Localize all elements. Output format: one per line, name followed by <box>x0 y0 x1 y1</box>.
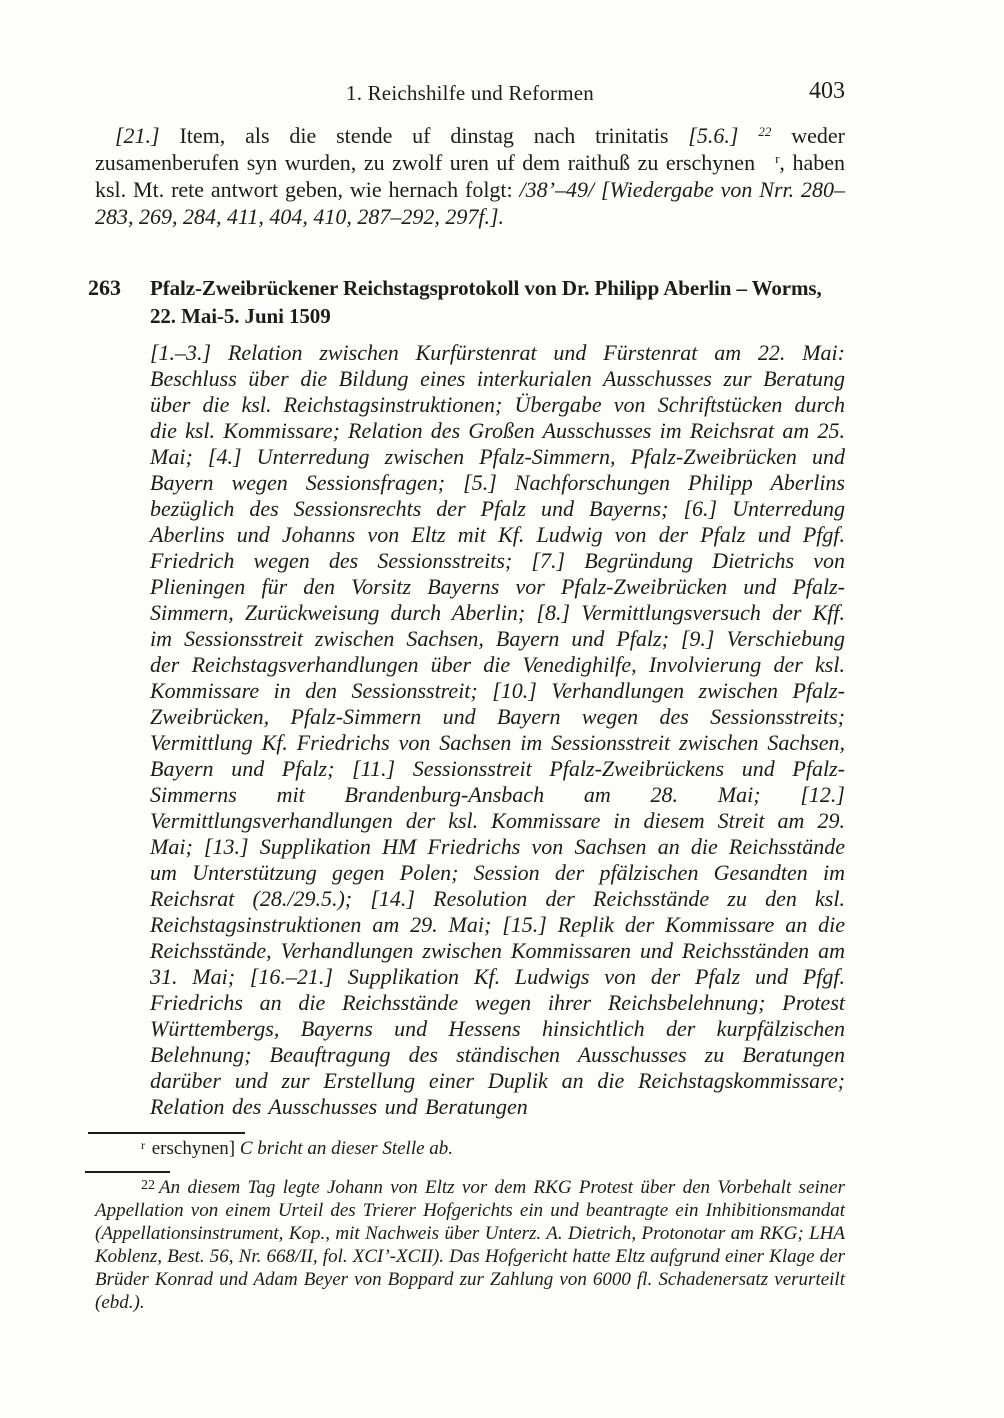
text-block <box>88 0 845 1314</box>
page-number: 403 <box>809 78 845 104</box>
footnote-22: 22 An diesem Tag legte Johann von Eltz vor dem RKG Protest über den Vorbehalt seiner Appellation von einem Urteil des Trierer Hofgerichts ein und beantragte ein Inhibitionsmandat (Appellationsinstrument, Kop., mit Nachweis über Unterz. A. Dietrich, Protonotar am RKG; LHA Koblenz, Best. 56, Nr. 668/II, fol. XCI’-XCII). Das Hofgericht hatte Eltz aufgrund einer Klage der Brüder Konrad und Adam Beyer von Boppard zur Zahlung von 6000 fl. Schadenersatz verurteilt (ebd.). <box>95 1177 845 1313</box>
entry-title: Pfalz-Zweibrückener Reichstagsprotokoll von Dr. Philipp Aberlin – Worms, 22. Mai-5. Juni 1509 <box>150 276 822 328</box>
paragraph-21-marker: [21.] <box>115 123 160 148</box>
entry-body <box>150 274 845 1120</box>
paragraph-21-text-3: , haben ksl. Mt. rete antwort geben, wie hernach folgt: <box>95 150 845 202</box>
running-header <box>95 80 845 106</box>
entry-summary: [1.–3.] Relation zwischen Kurfürstenrat und Fürstenrat am 22. Mai: Beschluss über die Bildung eines interkurialen Ausschusses zur Beratung über die ksl. Reichstagsinstruktionen; Übergabe von Schriftstücken durch die ksl. Kommissare; Relation des Großen Ausschusses im Reichsrat am 25. Mai; [4.] Unterredung zwischen Pfalz-Simmern, Pfalz-Zweibrücken und Bayern wegen Sessionsfragen; [5.] Nachforschungen Philipp Aberlins bezüglich des Sessionsrechts der Pfalz und Bayerns; [6.] Unterredung Aberlins und Johanns von Eltz mit Kf. Ludwig von der Pfalz und Pfgf. Friedrich wegen des Sessionsstreits; [7.] Begründung Dietrichs von Plieningen für den Vorsitz Bayerns vor Pfalz-Zweibrücken und Pfalz-Simmern, Zurückweisung durch Aberlin; [8.] Vermittlungsversuch der Kff. im Sessionsstreit zwischen Sachsen, Bayern und Pfalz; [9.] Verschiebung der Reichstagsverhandlungen über die Venedighilfe, Involvierung der ksl. Kommissare in den Sessionsstreit; [10.] Verhandlungen zwischen Pfalz-Zweibrücken, Pfalz-Simmern und Bayern wegen des Sessionsstreits; Vermittlung Kf. Friedrichs von Sachsen im Sessionsstreit zwischen Sachsen, Bayern und Pfalz; [11.] Sessionsstreit Pfalz-Zweibrückens und Pfalz-Simmerns mit Brandenburg-Ansbach am 28. Mai; [12.] Vermittlungsverhandlungen der ksl. Kommissare in diesem Streit am 29. Mai; [13.] Supplikation HM Friedrichs von Sachsen an die Reichsstände um Unterstützung gegen Polen; Session der pfälzischen Gesandten im Reichsrat (28./29.5.); [14.] Resolution der Reichsstände zu den ksl. Reichstagsinstruktionen am 29. Mai; [15.] Replik der Kommissare an die Reichsstände, Verhandlungen zwischen Kommissaren und Reichsständen am 31. Mai; [16.–21.] Supplikation Kf. Ludwigs von der Pfalz und Pfgf. Friedrichs an die Reichsstände wegen ihrer Reichsbelehnung; Protest Württembergs, Bayerns und Hessens hinsichtlich der kurpfälzischen Belehnung; Beauftragung des ständischen Ausschusses zu Beratungen darüber und zur Erstellung einer Duplik an die Reichstagskommissare; Relation des Ausschusses und Beratungen <box>150 340 845 1119</box>
footnote-r-lemma: erschynen] <box>147 1138 240 1159</box>
paragraph-21-folio-reference: /38’–49/ [Wiedergabe von Nrr. 280–283, 269, 284, 411, 404, 410, 287–292, 297f.]. <box>95 177 845 229</box>
footnote-area <box>95 1132 845 1314</box>
footnote-apparatus-r: r erschynen] C bricht an dieser Stelle ab. <box>141 1138 454 1159</box>
paragraph-21: [21.] Item, als die stende uf dinstag nach trinitatis [5.6.] 22 weder zusamenberufen syn wurden, zu zwolf uren uf dem raithuß zu erschynen r, haben ksl. Mt. rete antwort geben, wie hernach folgt: /38’–49/ [Wiedergabe von Nrr. 280–283, 269, 284, 411, 404, 410, 287–292, 297f.]. <box>95 123 845 229</box>
footnote-separator-rule <box>85 1171 170 1173</box>
paragraph-21-text-1: Item, als die stende uf dinstag nach trinitatis <box>159 123 689 148</box>
paragraph-21-text-2: weder zusamenberufen syn wurden, zu zwolf uren uf dem raithuß zu erschynen <box>95 123 845 175</box>
paragraph-21-date-insert: [5.6.] <box>688 123 739 148</box>
entry-263 <box>88 274 845 1120</box>
entry-number: 263 <box>88 275 121 300</box>
footnote-22-text: An diesem Tag legte Johann von Eltz vor dem RKG Protest über den Vorbehalt seiner Appellation von einem Urteil des Trierer Hofgerichts ein und beantragte ein Inhibitionsmandat (Appellationsinstrument, Kop., mit Nachweis über Unterz. A. Dietrich, Protonotar am RKG; LHA Koblenz, Best. 56, Nr. 668/II, fol. XCI’-XCII). Das Hofgericht hatte Eltz aufgrund einer Klage der Brüder Konrad und Adam Beyer von Boppard zur Zahlung von 6000 fl. Schadenersatz verurteilt (ebd.). <box>95 1177 845 1313</box>
apparatus-separator-rule <box>88 1132 245 1134</box>
footnote-r-text: C bricht an dieser Stelle ab. <box>239 1138 454 1159</box>
section-title: 1. Reichshilfe und Reformen <box>345 81 595 105</box>
